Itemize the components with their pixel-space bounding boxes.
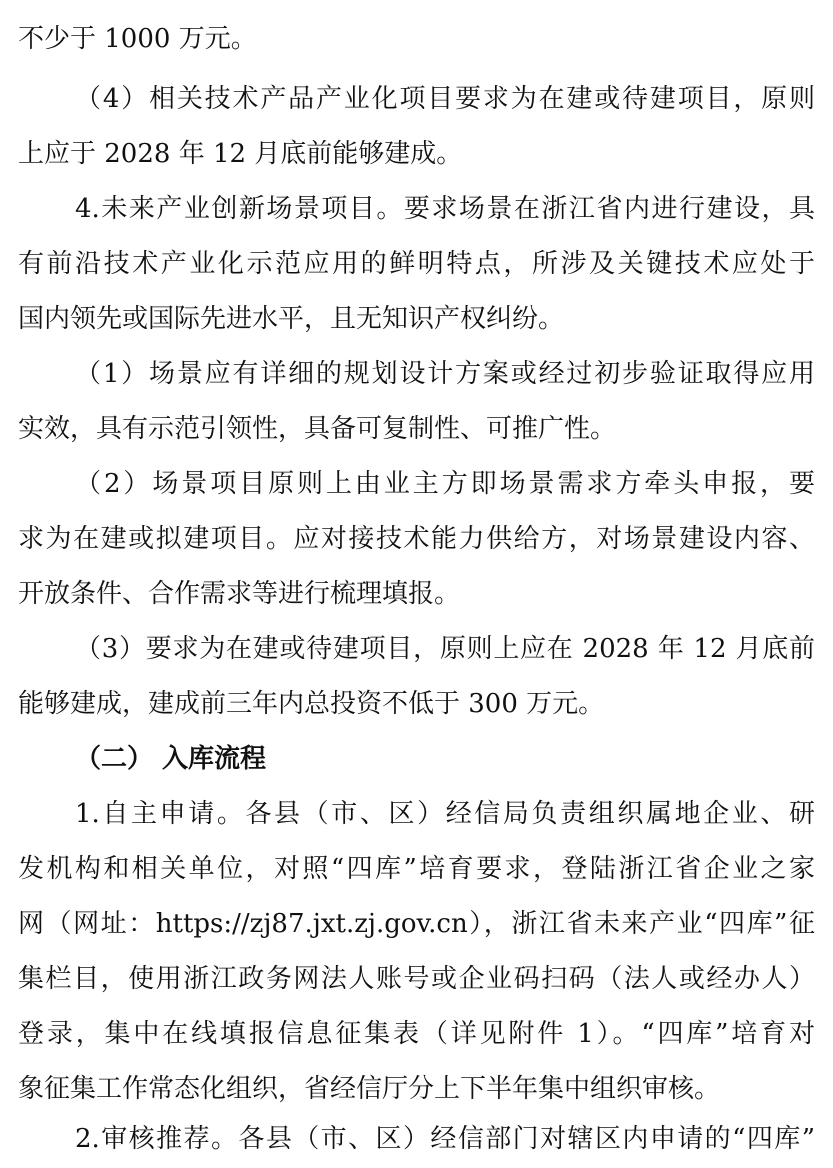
text-line: 国内领先或国际先进水平，且无知识产权纠纷。 (18, 304, 565, 334)
text-line: 1.自主申请。各县（市、区）经信局负责组织属地企业、研 (75, 799, 815, 829)
section-heading: （二） 入库流程 (75, 744, 267, 774)
text-line: 发机构和相关单位，对照“四库”培育要求，登陆浙江省企业之家 (18, 854, 815, 884)
text-line: （4）相关技术产品产业化项目要求为在建或待建项目，原则 (75, 84, 815, 114)
text-line: 4.未来产业创新场景项目。要求场景在浙江省内进行建设，具 (75, 194, 815, 224)
text-line: 有前沿技术产业化示范应用的鲜明特点，所涉及关键技术应处于 (18, 249, 815, 279)
text-line: 登录，集中在线填报信息征集表（详见附件 1）。“四库”培育对 (18, 1019, 815, 1049)
text-line: 上应于 2028 年 12 月底前能够建成。 (18, 139, 463, 169)
text-line: 实效，具有示范引领性，具备可复制性、可推广性。 (18, 414, 617, 444)
text-line: 象征集工作常态化组织，省经信厅分上下半年集中组织审核。 (18, 1074, 721, 1104)
text-line: （2）场景项目原则上由业主方即场景需求方牵头申报，要 (75, 469, 815, 499)
text-line: （3）要求为在建或待建项目，原则上应在 2028 年 12 月底前 (75, 634, 815, 664)
text-line: 2.审核推荐。各县（市、区）经信部门对辖区内申请的“四库” (75, 1124, 815, 1154)
text-line: 集栏目，使用浙江政务网法人账号或企业码扫码（法人或经办人） (18, 964, 815, 994)
text-line: 不少于 1000 万元。 (18, 24, 257, 54)
text-line: 开放条件、合作需求等进行梳理填报。 (18, 579, 461, 609)
text-line: 求为在建或拟建项目。应对接技术能力供给方，对场景建设内容、 (18, 524, 815, 554)
text-line: 能够建成，建成前三年内总投资不低于 300 万元。 (18, 689, 605, 719)
text-line: 网（网址：https://zj87.jxt.zj.gov.cn），浙江省未来产业“四库”征 (18, 909, 815, 939)
text-line: （1）场景应有详细的规划设计方案或经过初步验证取得应用 (75, 359, 815, 389)
